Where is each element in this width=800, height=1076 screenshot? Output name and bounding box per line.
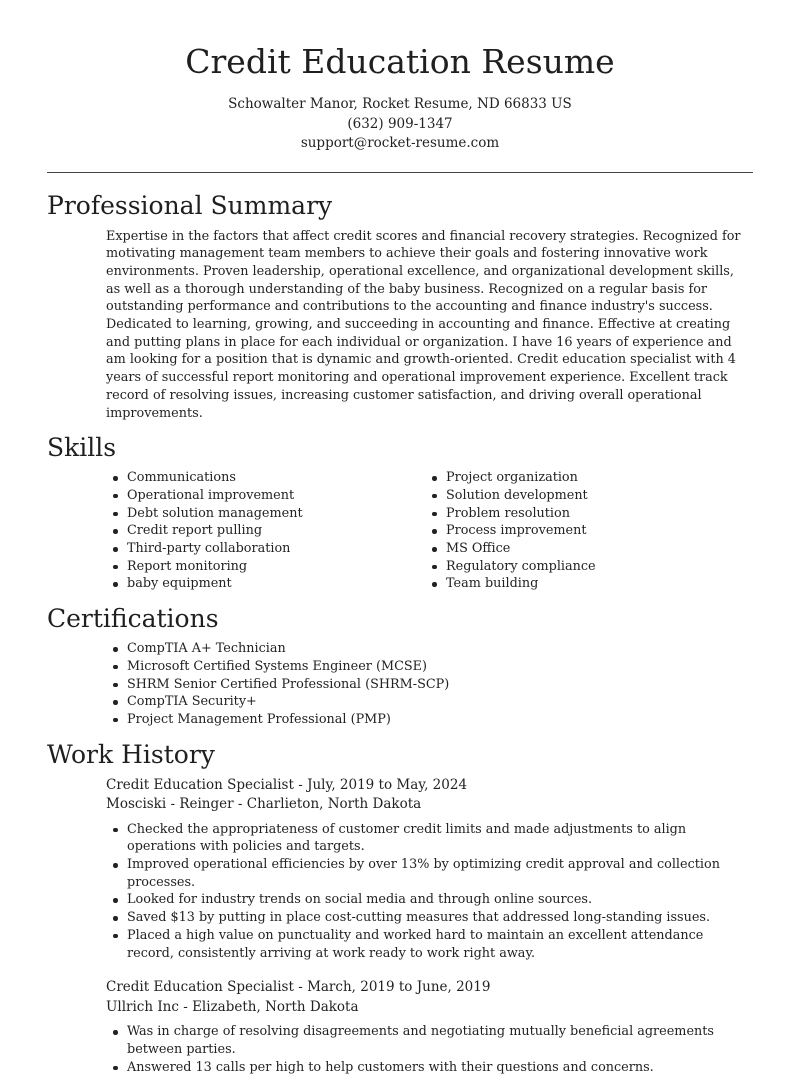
address: Schowalter Manor, Rocket Resume, ND 66833 US bbox=[228, 96, 572, 112]
certifications-list bbox=[127, 640, 800, 729]
job-company-line bbox=[106, 998, 800, 1018]
skill-item: Regulatory compliance bbox=[446, 558, 765, 576]
certification-item: CompTIA Security+ bbox=[127, 693, 800, 711]
job-title: Credit Education Specialist bbox=[106, 776, 294, 793]
certifications-heading: Certifications bbox=[47, 604, 219, 634]
job-bullet: Answered 13 calls per high to help customers with their questions and concerns. bbox=[127, 1059, 740, 1076]
job-title-line bbox=[106, 978, 800, 998]
summary-text: Expertise in the factors that affect credit scores and financial recovery strategies. Recognized for motivating management team members to achieve their goals and fostering innovative work environments. Proven leadership, operational excellence, and organizational development skills, as well as a thorough understanding of the baby business. Recognized on a regular basis for outstanding performance and contributions to the accounting and finance industry's success. Dedicated to learning, growing, and succeeding in accounting and finance. Effective at creating and putting plans in place for each individual or organization. I have 16 years of experience and am looking for a position that is dynamic and growth-oriented. Credit education specialist with 4 years of successful report monitoring and operational improvement experience. Excellent track record of resolving issues, increasing customer satisfaction, and driving overall operational improvements. bbox=[106, 228, 741, 421]
job-bullet: Improved operational efficiencies by over 13% by optimizing credit approval and collection processes. bbox=[127, 856, 740, 891]
skill-item: Debt solution management bbox=[127, 505, 446, 523]
job-bullets bbox=[127, 1023, 740, 1076]
skill-item: Report monitoring bbox=[127, 558, 446, 576]
separator: - bbox=[293, 776, 308, 793]
separator: - bbox=[293, 979, 308, 996]
certification-item: Microsoft Certified Systems Engineer (MCSE) bbox=[127, 658, 800, 676]
job-bullet: Placed a high value on punctuality and worked hard to maintain an excellent attendance record, consistently arriving at work ready to work right away. bbox=[127, 927, 740, 962]
separator: - bbox=[233, 796, 247, 813]
skill-item: Process improvement bbox=[446, 522, 765, 540]
separator: - bbox=[178, 998, 193, 1015]
resume-title: Credit Education Resume bbox=[185, 42, 615, 81]
job-location: Elizabeth, North Dakota bbox=[192, 998, 359, 1015]
job-dates: July, 2019 to May, 2024 bbox=[307, 776, 468, 793]
skill-item: Project organization bbox=[446, 469, 765, 487]
skill-item: Solution development bbox=[446, 487, 765, 505]
skill-item: baby equipment bbox=[127, 575, 446, 593]
job-bullet: Was in charge of resolving disagreements and negotiating mutually beneficial agreements between parties. bbox=[127, 1023, 740, 1058]
certification-item: CompTIA A+ Technician bbox=[127, 640, 800, 658]
job-bullet: Checked the appropriateness of customer credit limits and made adjustments to align operations with policies and targets. bbox=[127, 821, 740, 856]
job-bullet: Saved $13 by putting in place cost-cutting measures that addressed long-standing issues. bbox=[127, 909, 740, 927]
skill-item: Operational improvement bbox=[127, 487, 446, 505]
skill-item: Third-party collaboration bbox=[127, 540, 446, 558]
job-bullets bbox=[127, 821, 740, 963]
skill-item: Credit report pulling bbox=[127, 522, 446, 540]
skill-item: Problem resolution bbox=[446, 505, 765, 523]
certification-item: SHRM Senior Certified Professional (SHRM-SCP) bbox=[127, 676, 800, 694]
job-entry bbox=[106, 776, 800, 815]
skill-item: Team building bbox=[446, 575, 765, 593]
phone: (632) 909-1347 bbox=[347, 115, 453, 132]
email: support@rocket-resume.com bbox=[300, 135, 500, 151]
job-dates: March, 2019 to June, 2019 bbox=[307, 979, 491, 996]
skill-item: MS Office bbox=[446, 540, 765, 558]
job-company-line bbox=[106, 795, 800, 815]
work-history-heading: Work History bbox=[47, 739, 215, 769]
job-title-line bbox=[106, 776, 800, 796]
job-location: Charlieton, North Dakota bbox=[246, 796, 422, 813]
header-divider bbox=[47, 172, 753, 173]
job-company: Mosciski - Reinger bbox=[106, 796, 234, 813]
skills-list bbox=[127, 469, 800, 593]
skills-heading: Skills bbox=[47, 433, 117, 463]
job-bullet: Looked for industry trends on social media and through online sources. bbox=[127, 891, 740, 909]
skill-item: Communications bbox=[127, 469, 446, 487]
contact-block bbox=[0, 95, 800, 154]
job-company: Ullrich Inc bbox=[106, 998, 179, 1015]
job-entry bbox=[106, 978, 800, 1017]
job-title: Credit Education Specialist bbox=[106, 979, 294, 996]
summary-heading: Professional Summary bbox=[47, 190, 333, 220]
skills-left-column bbox=[127, 469, 446, 593]
certification-item: Project Management Professional (PMP) bbox=[127, 711, 800, 729]
skills-right-column bbox=[446, 469, 765, 593]
